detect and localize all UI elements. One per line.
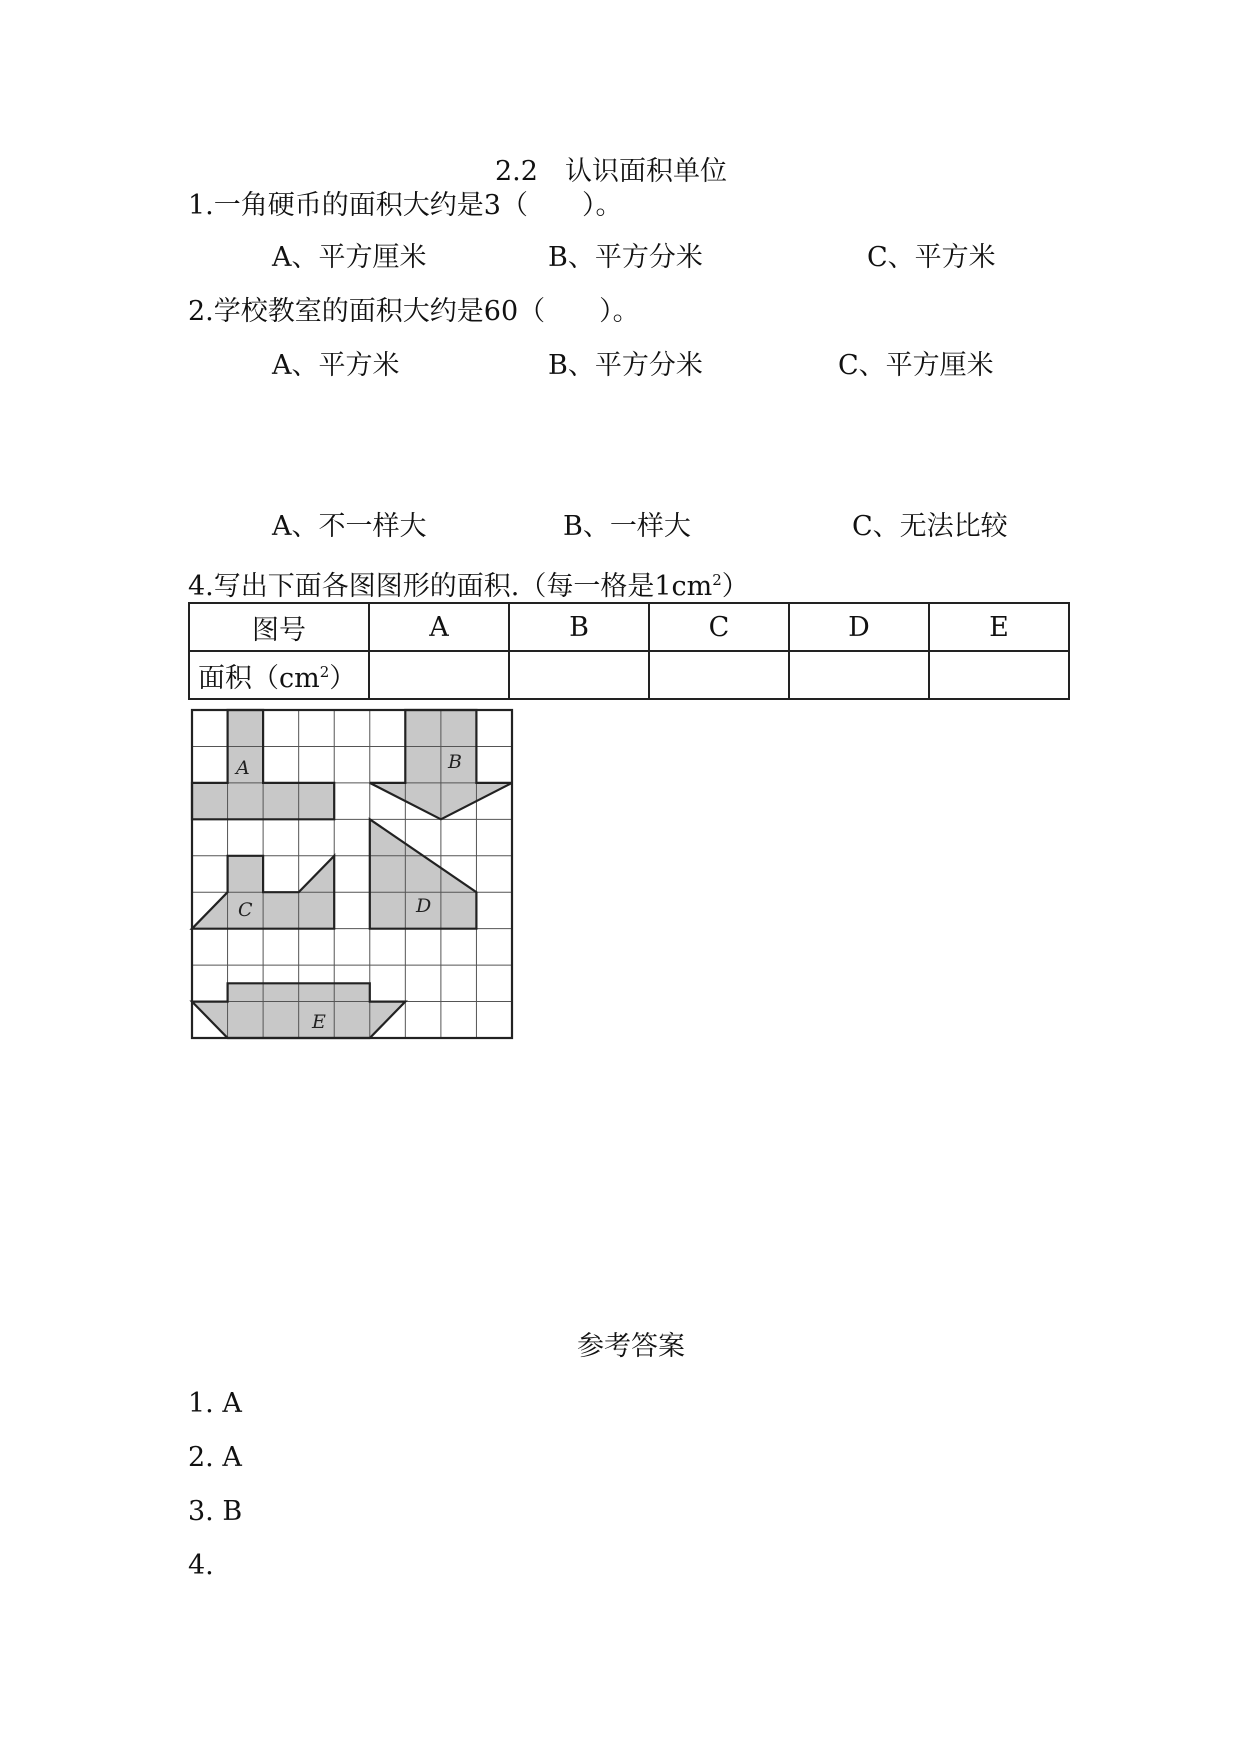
q2-option-b: B、平方分米 [548,350,703,381]
q3-option-b: B、一样大 [563,511,691,542]
question-2: 2.学校教室的面积大约是60（ ）。 [188,296,640,327]
answer-3: 3. B [188,1496,243,1527]
answer-cell-e[interactable] [929,651,1069,699]
shape-label-d: D [416,895,432,917]
page-title: 2.2 认识面积单位 [495,156,727,187]
shape-label-b: B [448,751,462,773]
table-header-label: 图号 [189,603,369,651]
question-4-exponent: 2 [712,571,722,589]
q2-option-a: A、平方米 [272,350,400,381]
question-4-end: ） [721,571,749,602]
q2-option-c: C、平方厘米 [838,350,994,381]
table-row-label [189,651,369,699]
answer-cell-c[interactable] [649,651,789,699]
answer-1: 1. A [188,1388,242,1419]
answer-4: 4. [188,1550,214,1581]
table-col-b: B [509,603,649,651]
row-label-end: ） [329,662,357,694]
answer-cell-b[interactable] [509,651,649,699]
question-4 [188,573,749,600]
shape-grid-figure [188,706,518,1042]
table-row [189,651,1069,699]
table-col-c: C [649,603,789,651]
q1-option-b: B、平方分米 [548,242,703,273]
answers-title: 参考答案 [577,1331,685,1362]
q3-option-a: A、不一样大 [272,511,427,542]
row-label-text: 面积（cm [198,662,320,694]
shape-label-e: E [312,1011,326,1033]
q1-option-c: C、平方米 [867,242,996,273]
answer-2: 2. A [188,1442,242,1473]
area-table [188,602,1070,700]
question-1: 1.一角硬币的面积大约是3（ ）。 [188,190,623,221]
question-4-text: 4.写出下面各图图形的面积.（每一格是1cm [188,571,713,602]
answer-cell-a[interactable] [369,651,509,699]
table-header-row [189,603,1069,651]
table-col-e: E [929,603,1069,651]
table-col-a: A [369,603,509,651]
row-label-exponent: 2 [319,662,330,681]
q1-option-a: A、平方厘米 [272,242,427,273]
q3-option-c: C、无法比较 [852,511,1008,542]
answer-cell-d[interactable] [789,651,929,699]
table-col-d: D [789,603,929,651]
shape-label-a: A [236,757,250,779]
shape-label-c: C [238,899,253,921]
